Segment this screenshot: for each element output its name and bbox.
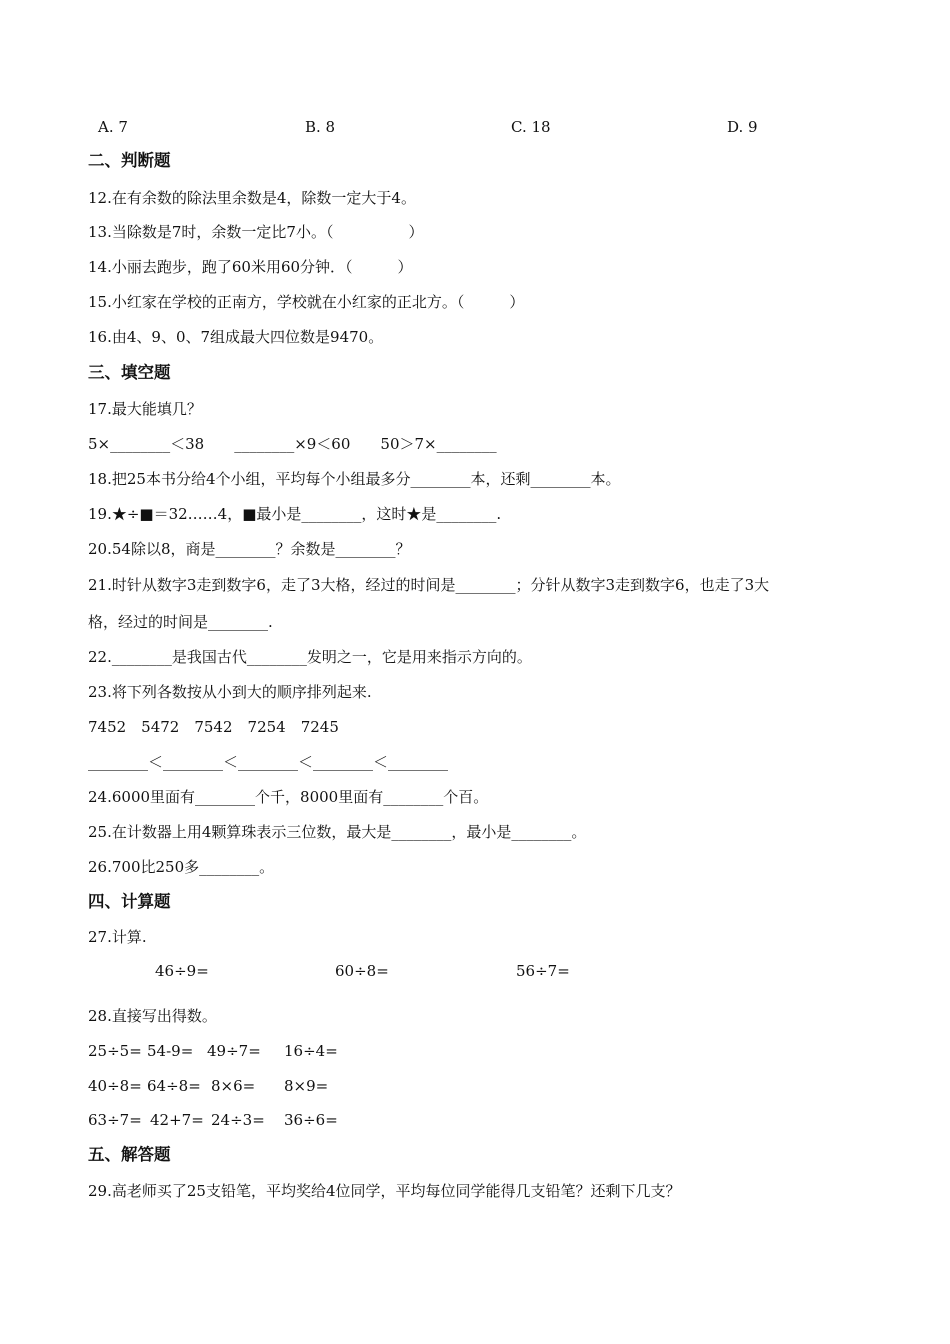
- calc-cell: 25÷5=: [88, 1042, 142, 1060]
- question-16: 16.由4、9、0、7组成最大四位数是9470。: [88, 328, 384, 346]
- option-d: D. 9: [727, 118, 758, 136]
- question-19: 19.★÷■＝32……4，■最小是________，这时★是________.: [88, 505, 502, 523]
- section-heading-fill: 三、填空题: [88, 363, 171, 382]
- option-b: B. 8: [305, 118, 336, 136]
- option-c: C. 18: [511, 118, 551, 136]
- question-20: 20.54除以8，商是________？余数是________？: [88, 540, 411, 558]
- question-12: 12.在有余数的除法里余数是4，除数一定大于4。: [88, 189, 416, 207]
- question-23-numbers: 7452 5472 7542 7254 7245: [88, 718, 339, 736]
- question-26: 26.700比250多________。: [88, 858, 275, 876]
- section-heading-calc: 四、计算题: [88, 892, 171, 911]
- question-14: 14.小丽去跑步，跑了60米用60分钟．（ ）: [88, 258, 413, 276]
- calc-cell: 8×6=: [211, 1077, 256, 1095]
- question-24: 24.6000里面有________个千，8000里面有________个百。: [88, 788, 489, 806]
- calc-cell: 40÷8=: [88, 1077, 142, 1095]
- question-28: 28.直接写出得数。: [88, 1007, 217, 1025]
- section-heading-answer: 五、解答题: [88, 1145, 171, 1164]
- question-21-cont: 格，经过的时间是________.: [88, 613, 273, 631]
- calc-cell: 64÷8=: [147, 1077, 201, 1095]
- calc-cell: 16÷4=: [284, 1042, 338, 1060]
- question-23-blanks: ________＜________＜________＜________＜________: [88, 753, 449, 771]
- question-17-items: 5×________＜38 ________×9＜60 50＞7×________: [88, 435, 497, 453]
- question-27: 27.计算.: [88, 928, 147, 946]
- section-heading-judge: 二、判断题: [88, 151, 171, 170]
- question-23: 23.将下列各数按从小到大的顺序排列起来.: [88, 683, 372, 701]
- option-a: A. 7: [98, 118, 128, 136]
- calc-cell: 36÷6=: [284, 1111, 338, 1129]
- calc-cell: 63÷7=: [88, 1111, 142, 1129]
- question-17: 17.最大能填几？: [88, 400, 202, 418]
- calc-cell: 54-9=: [147, 1042, 194, 1060]
- calc-cell: 8×9=: [284, 1077, 329, 1095]
- calc-item: 46÷9=: [155, 962, 209, 980]
- calc-item: 56÷7=: [516, 962, 570, 980]
- calc-cell: 42+7=: [150, 1111, 204, 1129]
- question-25: 25.在计数器上用4颗算珠表示三位数，最大是________，最小是________。: [88, 823, 587, 841]
- question-21: 21.时针从数字3走到数字6，走了3大格，经过的时间是________；分针从数字3走到数字6，也走了3大: [88, 576, 770, 594]
- question-18: 18.把25本书分给4个小组，平均每个小组最多分________本，还剩________本。: [88, 470, 621, 488]
- question-15: 15.小红家在学校的正南方，学校就在小红家的正北方。（ ）: [88, 293, 525, 311]
- calc-item: 60÷8=: [335, 962, 389, 980]
- calc-cell: 24÷3=: [211, 1111, 265, 1129]
- calc-cell: 49÷7=: [207, 1042, 261, 1060]
- question-13: 13.当除数是7时，余数一定比7小。（ ）: [88, 223, 424, 241]
- question-29: 29.高老师买了25支铅笔，平均奖给4位同学，平均每位同学能得几支铅笔？还剩下几支？: [88, 1182, 681, 1200]
- question-22: 22.________是我国古代________发明之一，它是用来指示方向的。: [88, 648, 532, 666]
